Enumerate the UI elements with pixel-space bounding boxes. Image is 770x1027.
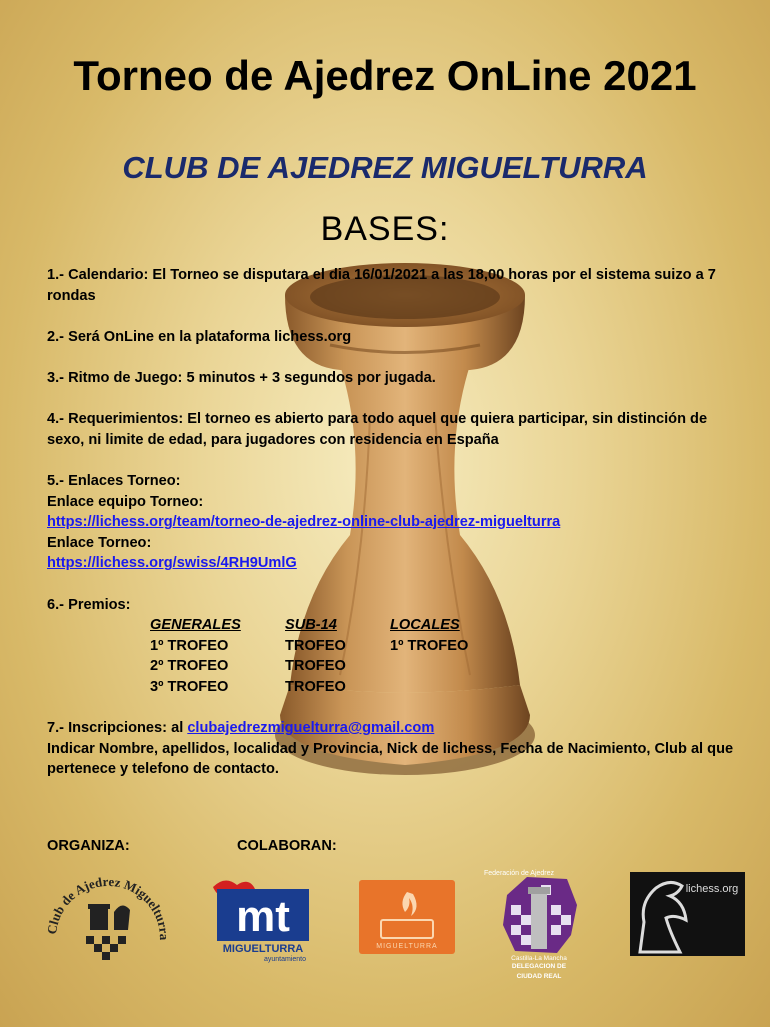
team-link[interactable]: https://lichess.org/team/torneo-de-ajedrez-online-club-ajedrez-miguelturra (47, 514, 561, 531)
club-logo-text: Club de Ajedrez Miguelturra (44, 873, 173, 941)
lichess-logo (630, 872, 745, 956)
federation-logo (483, 865, 581, 983)
ayuntamiento-logo (205, 875, 315, 965)
prize-cell (390, 677, 510, 698)
prizes-table (150, 615, 510, 697)
prize-cell: TROFEO (285, 678, 346, 695)
prize-cell: 3º TROFEO (150, 678, 229, 695)
prize-cell: TROFEO (285, 637, 346, 654)
rule-links-title: 5.- Enlaces Torneo: (47, 472, 181, 489)
cma-name: MIGUELTURRA (376, 943, 438, 950)
prize-cell: 2º TROFEO (150, 658, 229, 675)
colaboran-label: COLABORAN: (237, 838, 337, 854)
mt-sub: ayuntamiento (263, 956, 307, 963)
registration-detail: Indicar Nombre, apellidos, localidad y Provincia, Nick de lichess, Fecha de Nacimiento, Club al que pertenece y telefono de contacto. (47, 740, 734, 778)
tourney-link[interactable]: https://lichess.org/swiss/4RH9UmlG (47, 555, 297, 572)
fed-del1: DELEGACION DE (511, 963, 567, 970)
club-logo (38, 870, 178, 970)
mt-name: MIGUELTURRA (222, 943, 304, 955)
prizes-header (150, 615, 510, 636)
cma-logo (359, 880, 455, 954)
rule-requirements: 4.- Requerimientos: El torneo es abierto para todo aquel que quiera participar, sin distinción de sexo, ni limite de edad, para jugadores con residencia en España (47, 411, 708, 448)
tourney-link-label: Enlace Torneo: (47, 534, 152, 551)
prize-row (150, 636, 510, 657)
registration (47, 718, 747, 780)
prize-header-locales: LOCALES (390, 617, 460, 633)
prize-cell: 1º TROFEO (150, 637, 229, 654)
prize-cell (390, 656, 510, 677)
prize-row (150, 677, 510, 698)
prize-header-sub14: SUB-14 (285, 617, 337, 633)
fed-top-text: Federación de Ajedrez (483, 870, 555, 877)
section-heading: BASES: (320, 210, 450, 248)
club-name: CLUB DE AJEDREZ MIGUELTURRA (122, 150, 648, 185)
rule-time-control: 3.- Ritmo de Juego: 5 minutos + 3 segundos por jugada. (47, 369, 436, 386)
registration-prefix: 7.- Inscripciones: al (47, 720, 188, 736)
fed-region: Castilla-La Mancha (511, 955, 567, 962)
fed-del2: CIUDAD REAL (516, 973, 562, 980)
prize-header-generales: GENERALES (150, 617, 241, 633)
prize-cell: 1º TROFEO (390, 637, 469, 654)
registration-email[interactable]: clubajedrezmiguelturra@gmail.com (187, 720, 435, 736)
rule-prizes-title: 6.- Premios: (47, 596, 131, 613)
organiza-label: ORGANIZA: (47, 838, 130, 854)
prize-row (150, 656, 510, 677)
mt-letters: mt (236, 892, 290, 941)
page-title: Torneo de Ajedrez OnLine 2021 (73, 52, 697, 99)
team-link-label: Enlace equipo Torneo: (47, 493, 204, 510)
prize-cell: TROFEO (285, 658, 346, 675)
rule-platform: 2.- Será OnLine en la plataforma lichess.org (47, 328, 352, 345)
rule-calendar: 1.- Calendario: El Torneo se disputara el dia 16/01/2021 a las 18,00 horas por el sistema suizo a 7 rondas (47, 267, 716, 304)
lichess-text: lichess.org (685, 883, 739, 895)
rules-body (47, 265, 747, 615)
